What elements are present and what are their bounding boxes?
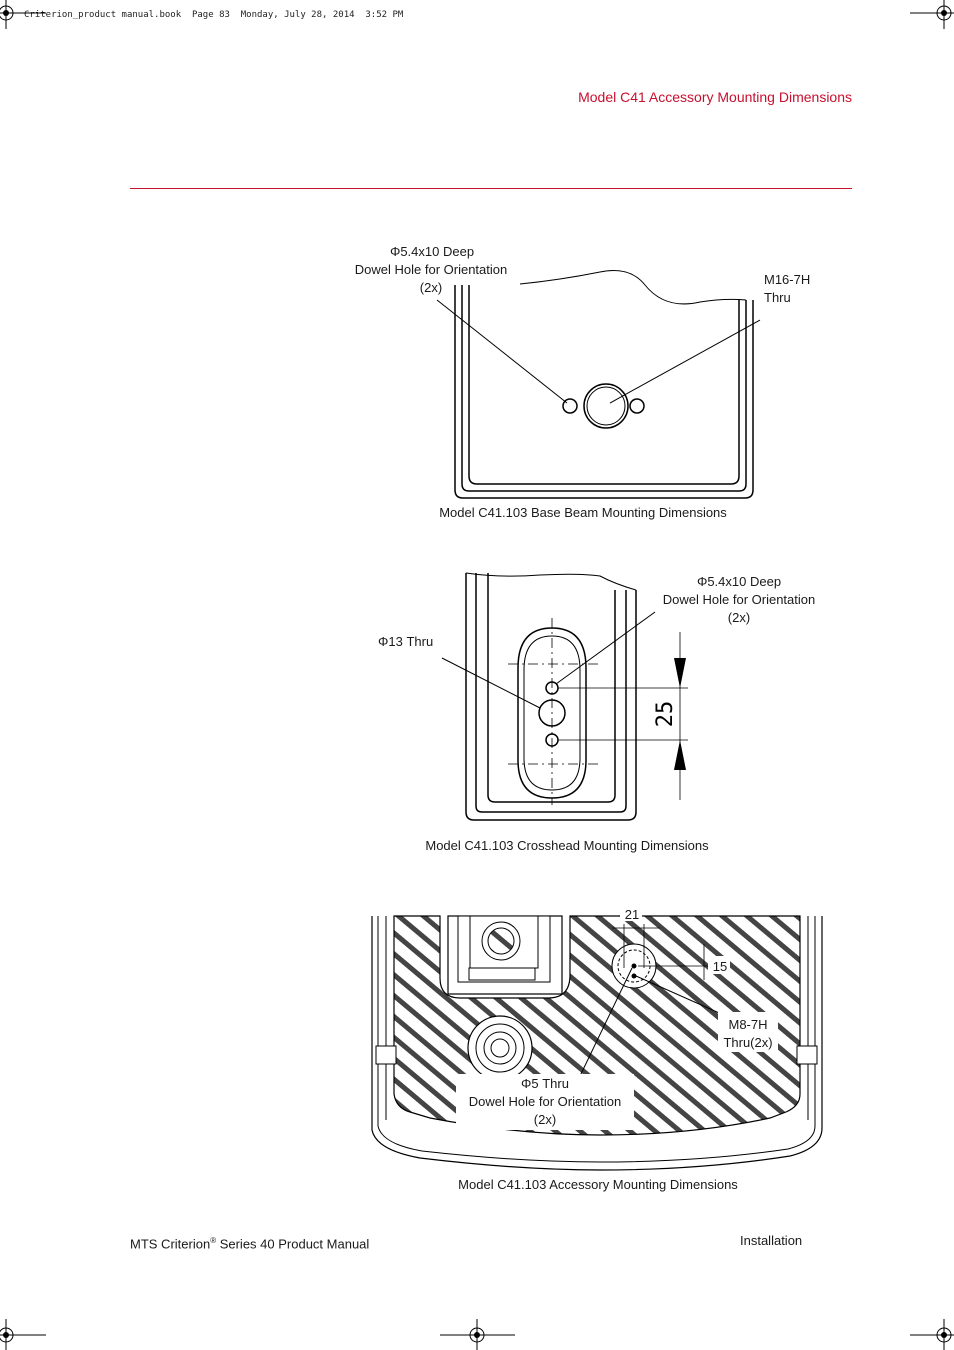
accessory-dim-21: 21	[624, 907, 640, 922]
svg-text:Dowel Hole for Orientation: Dowel Hole for Orientation	[468, 1094, 622, 1109]
svg-text:Thru(2x): Thru(2x)	[723, 1035, 773, 1050]
svg-text:Dowel Hole for Orientation: Dowel Hole for Orientation	[354, 262, 508, 277]
svg-text:M16-7H: M16-7H	[764, 272, 811, 287]
svg-text:Thru: Thru	[764, 290, 791, 305]
crop-mark-top-left	[0, 0, 22, 29]
svg-text:Φ5 Thru: Φ5 Thru	[521, 1076, 569, 1091]
svg-text:M8-7H: M8-7H	[728, 1017, 768, 1032]
svg-text:(2x): (2x)	[727, 610, 751, 625]
crosshead-dimension-25: 25	[653, 700, 678, 728]
svg-text:Φ5.4x10 Deep: Φ5.4x10 Deep	[389, 244, 475, 259]
crop-mark-bottom-left	[0, 1319, 22, 1350]
base-beam-thread-label	[764, 272, 810, 305]
book-file-line: Criterion_product manual.book Page 83 Monday, July 28, 2014 3:52 PM	[24, 10, 404, 20]
accessory-caption: Model C41.103 Accessory Mounting Dimensions	[458, 1177, 738, 1192]
dimension-arrow-top	[674, 658, 686, 688]
crosshead-drawing	[442, 573, 688, 820]
accessory-dim-15: 15	[712, 959, 728, 974]
crosshead-caption: Model C41.103 Crosshead Mounting Dimensions	[425, 838, 709, 853]
crop-mark-bottom-right	[928, 1319, 954, 1350]
crosshead-thru-label: Φ13 Thru	[378, 634, 434, 649]
svg-text:Dowel Hole for Orientation: Dowel Hole for Orientation	[662, 592, 816, 607]
section-header-title: Model C41 Accessory Mounting Dimensions	[578, 89, 852, 105]
svg-text:Φ5.4x10 Deep: Φ5.4x10 Deep	[696, 574, 782, 589]
dimension-arrow-bottom	[674, 740, 686, 770]
svg-text:(2x): (2x)	[533, 1112, 557, 1127]
crosshead-dowel-label	[663, 574, 815, 625]
base-beam-drawing	[437, 271, 760, 498]
crop-mark-top-right	[928, 0, 954, 29]
base-beam-caption: Model C41.103 Base Beam Mounting Dimensions	[439, 505, 727, 520]
base-beam-dowel-label	[355, 244, 507, 295]
svg-text:(2x): (2x)	[419, 280, 443, 295]
footer-chapter: Installation	[740, 1233, 803, 1248]
footer-manual-title: MTS Criterion® Series 40 Product Manual	[130, 1236, 370, 1252]
